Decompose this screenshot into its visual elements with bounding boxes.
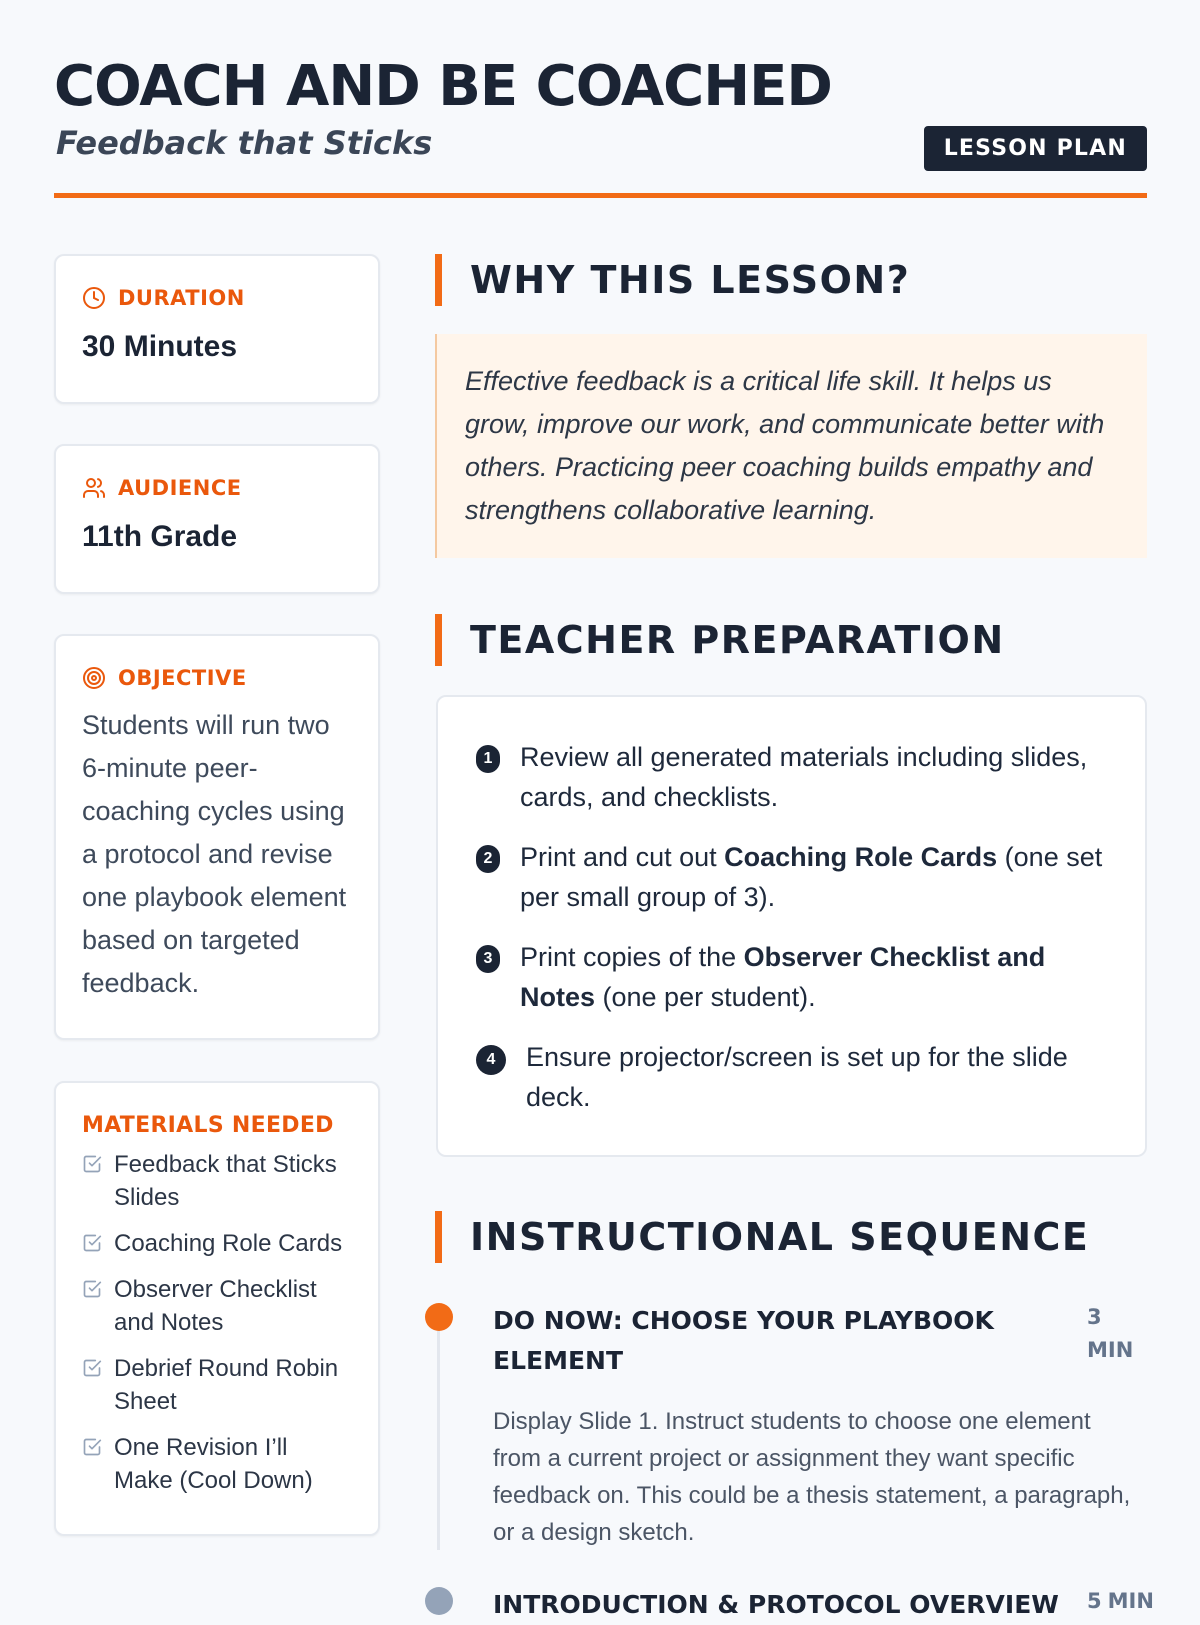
checkbox-checked-icon <box>82 1154 102 1174</box>
sequence-step <box>493 1301 1143 1551</box>
step-duration-number: 5 <box>1087 1589 1102 1613</box>
duration-label-text: DURATION <box>118 286 245 310</box>
step-number-badge: 1 <box>476 745 500 773</box>
timeline-dot-active <box>425 1303 453 1331</box>
prep-step-text: Ensure projector/screen is set up for the slide deck. <box>526 1042 1068 1112</box>
step-number-badge: 3 <box>476 945 500 973</box>
page-title: COACH AND BE COACHED <box>54 54 832 119</box>
step-title: DO NOW: CHOOSE YOUR PLAYBOOK ELEMENT <box>493 1306 994 1375</box>
why-section-heading <box>435 254 910 306</box>
step-duration <box>1087 1585 1154 1618</box>
target-icon <box>82 666 106 690</box>
step-duration-unit: MIN <box>1087 1338 1134 1362</box>
duration-value: 30 Minutes <box>82 330 238 363</box>
prep-step <box>476 837 1107 917</box>
audience-value: 11th Grade <box>82 520 238 553</box>
page-subtitle: Feedback that Sticks <box>56 124 433 162</box>
prep-step-text: Print and cut out Coaching Role Cards (one set per small group of 3). <box>520 842 1103 912</box>
timeline-dot <box>425 1587 453 1615</box>
step-duration-unit: MIN <box>1107 1589 1154 1613</box>
header-divider <box>54 193 1147 198</box>
materials-card <box>54 1081 380 1536</box>
duration-card <box>54 254 380 404</box>
lesson-plan-badge: LESSON PLAN <box>924 126 1147 171</box>
checkbox-checked-icon <box>82 1358 102 1378</box>
step-title: INTRODUCTION & PROTOCOL OVERVIEW <box>493 1590 1059 1619</box>
material-label: Feedback that Sticks Slides <box>114 1151 337 1211</box>
step-description: Display Slide 1. Instruct students to choose one element from a current project or assignment they want specific feedback on. This could be a thesis statement, a paragraph, or a design sketch. <box>493 1408 1131 1546</box>
sequence-heading: INSTRUCTIONAL SEQUENCE <box>470 1215 1090 1259</box>
list-item <box>82 1227 352 1260</box>
objective-card <box>54 634 380 1040</box>
step-duration <box>1087 1301 1133 1367</box>
heading-accent-bar <box>435 614 442 666</box>
materials-title: MATERIALS NEEDED <box>82 1113 334 1138</box>
heading-accent-bar <box>435 254 442 306</box>
prep-heading: TEACHER PREPARATION <box>470 618 1005 662</box>
materials-list <box>82 1148 352 1497</box>
prep-step-text: Print copies of the Observer Checklist and Notes (one per student). <box>520 942 1046 1012</box>
audience-card <box>54 444 380 594</box>
prep-list <box>476 737 1107 1117</box>
prep-step <box>476 1037 1107 1117</box>
prep-step-text: Review all generated materials including slides, cards, and checklists. <box>520 742 1088 812</box>
list-item <box>82 1431 352 1497</box>
audience-label <box>82 476 352 500</box>
prep-step <box>476 737 1107 817</box>
material-label: Debrief Round Robin Sheet <box>114 1355 339 1415</box>
sequence-step <box>493 1585 1154 1625</box>
checkbox-checked-icon <box>82 1437 102 1457</box>
list-item <box>82 1148 352 1214</box>
step-number-badge: 2 <box>476 845 500 873</box>
duration-label <box>82 286 352 310</box>
why-heading: WHY THIS LESSON? <box>470 258 911 302</box>
heading-accent-bar <box>435 1211 442 1263</box>
material-label: Coaching Role Cards <box>114 1230 343 1257</box>
material-label: One Revision I’ll Make (Cool Down) <box>114 1434 313 1494</box>
clock-icon <box>82 286 106 310</box>
prep-card <box>436 695 1147 1157</box>
list-item <box>82 1352 352 1418</box>
list-item <box>82 1273 352 1339</box>
sequence-section-heading <box>435 1211 1089 1263</box>
material-label: Observer Checklist and Notes <box>114 1276 317 1336</box>
checkbox-checked-icon <box>82 1233 102 1253</box>
prep-step <box>476 937 1107 1017</box>
timeline-line <box>437 1330 440 1550</box>
audience-label-text: AUDIENCE <box>118 476 242 500</box>
objective-text: Students will run two 6-minute peer-coaching cycles using a protocol and revise one playbook element based on targeted feedback. <box>82 710 347 998</box>
step-number-badge: 4 <box>476 1045 506 1075</box>
why-text: Effective feedback is a critical life skill. It helps us grow, improve our work, and communicate better with others. Practicing peer coaching builds empathy and strengthens collaborative learning. <box>465 366 1105 525</box>
objective-label-text: OBJECTIVE <box>118 666 247 690</box>
users-icon <box>82 476 106 500</box>
page-header <box>54 52 1147 162</box>
checkbox-checked-icon <box>82 1279 102 1299</box>
prep-section-heading <box>435 614 1005 666</box>
why-callout <box>435 334 1147 558</box>
objective-label <box>82 666 352 690</box>
step-duration-number: 3 <box>1087 1305 1102 1329</box>
